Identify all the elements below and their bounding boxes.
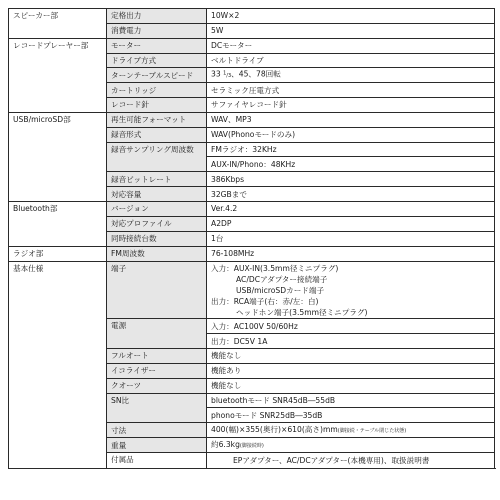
spec-value: Ver.4.2 [207, 201, 495, 216]
terminal-line: AC/DCアダプター接続端子 [236, 275, 328, 285]
spec-value: 5W [207, 23, 495, 38]
spec-value: セラミック圧電方式 [207, 83, 495, 98]
spec-value-turntable-speed [207, 68, 495, 83]
spec-value-terminals [207, 262, 495, 319]
spec-value: サファイヤレコード針 [207, 98, 495, 113]
spec-value: WAV(Phonoモードのみ) [207, 127, 495, 142]
category-radio: ラジオ部 [9, 246, 107, 262]
spec-label: レコード針 [107, 98, 207, 113]
spec-value: WAV、MP3 [207, 112, 495, 127]
spec-label: ドライブ方式 [107, 53, 207, 68]
spec-value: 機能なし [207, 349, 495, 364]
category-record-player: レコードプレーヤー部 [9, 38, 107, 112]
spec-value: 1台 [207, 231, 495, 246]
spec-label-power: 電源 [107, 319, 207, 349]
spec-value: 10W×2 [207, 9, 495, 24]
terminal-line: ヘッドホン端子(3.5mm径ミニプラグ) [236, 308, 368, 318]
spec-value: FMラジオ：32KHz [207, 142, 495, 157]
spec-label-sn: SN比 [107, 393, 207, 423]
spec-label: クオーツ [107, 378, 207, 393]
spec-label: ターンテーブルスピード [107, 68, 207, 83]
speed-prefix: 33 [211, 70, 221, 80]
table-row [9, 201, 495, 216]
table-row [9, 9, 495, 24]
spec-table [8, 8, 495, 469]
category-bluetooth: Bluetooth部 [9, 201, 107, 246]
spec-value-size: 400(幅)×355(奥行)×610(高さ)mm(脚接続・テーブル閉じた状態) [207, 423, 495, 438]
spec-value: 386Kbps [207, 172, 495, 187]
spec-value: DCモーター [207, 38, 495, 53]
size-note: (脚接続・テーブル閉じた状態) [337, 427, 407, 434]
spec-label: イコライザー [107, 363, 207, 378]
spec-value: 入力：AC100V 50/60Hz [207, 319, 495, 334]
table-row [9, 246, 495, 262]
accessories-value: EPアダプター、AC/DCアダプター(本機専用)、取扱説明書 [207, 452, 495, 468]
spec-label: 定格出力 [107, 9, 207, 24]
spec-label: 重量 [107, 438, 207, 453]
spec-label: 録音サンプリング周波数 [107, 142, 207, 172]
spec-label: フルオート [107, 349, 207, 364]
spec-label: 再生可能フォーマット [107, 112, 207, 127]
spec-value: 32GBまで [207, 187, 495, 202]
terminal-line: 出力：RCA端子(右：赤/左：白) [211, 297, 319, 307]
terminal-line: USB/microSDカード端子 [236, 286, 325, 296]
spec-label: モーター [107, 38, 207, 53]
category-usb-microsd: USB/microSD部 [9, 112, 107, 201]
weight-note: (脚接続時) [239, 442, 264, 449]
spec-value: AUX-IN/Phono：48KHz [207, 157, 495, 172]
spec-value: 機能あり [207, 363, 495, 378]
spec-label: 対応容量 [107, 187, 207, 202]
spec-value: ベルトドライブ [207, 53, 495, 68]
category-accessories: 付属品 [107, 452, 207, 468]
speed-suffix: 、45、78回転 [231, 70, 281, 80]
spec-label: カートリッジ [107, 83, 207, 98]
spec-label: 録音ビットレート [107, 172, 207, 187]
spec-value: 機能なし [207, 378, 495, 393]
spec-label: 対応プロファイル [107, 216, 207, 231]
spec-value: phonoモード SNR25dB―35dB [207, 408, 495, 423]
category-speaker: スピーカー部 [9, 9, 107, 39]
spec-label: FM周波数 [107, 246, 207, 262]
table-row [9, 112, 495, 127]
terminal-line: 入力：AUX-IN(3.5mm径ミニプラグ) [211, 264, 339, 274]
spec-value: 76-108MHz [207, 246, 495, 262]
spec-label: バージョン [107, 201, 207, 216]
table-row [9, 38, 495, 53]
spec-label: 消費電力 [107, 23, 207, 38]
spec-value: bluetoothモード SNR45dB―55dB [207, 393, 495, 408]
spec-label: 同時接続台数 [107, 231, 207, 246]
spec-value: A2DP [207, 216, 495, 231]
spec-label-terminals: 端子 [107, 262, 207, 319]
speed-fraction: 1/3 [223, 70, 232, 80]
spec-value: 出力：DC5V 1A [207, 334, 495, 349]
category-basic-spec: 基本仕様 [9, 262, 107, 468]
spec-value-weight: 約6.3kg(脚接続時) [207, 438, 495, 453]
spec-label: 寸法 [107, 423, 207, 438]
spec-label: 録音形式 [107, 127, 207, 142]
